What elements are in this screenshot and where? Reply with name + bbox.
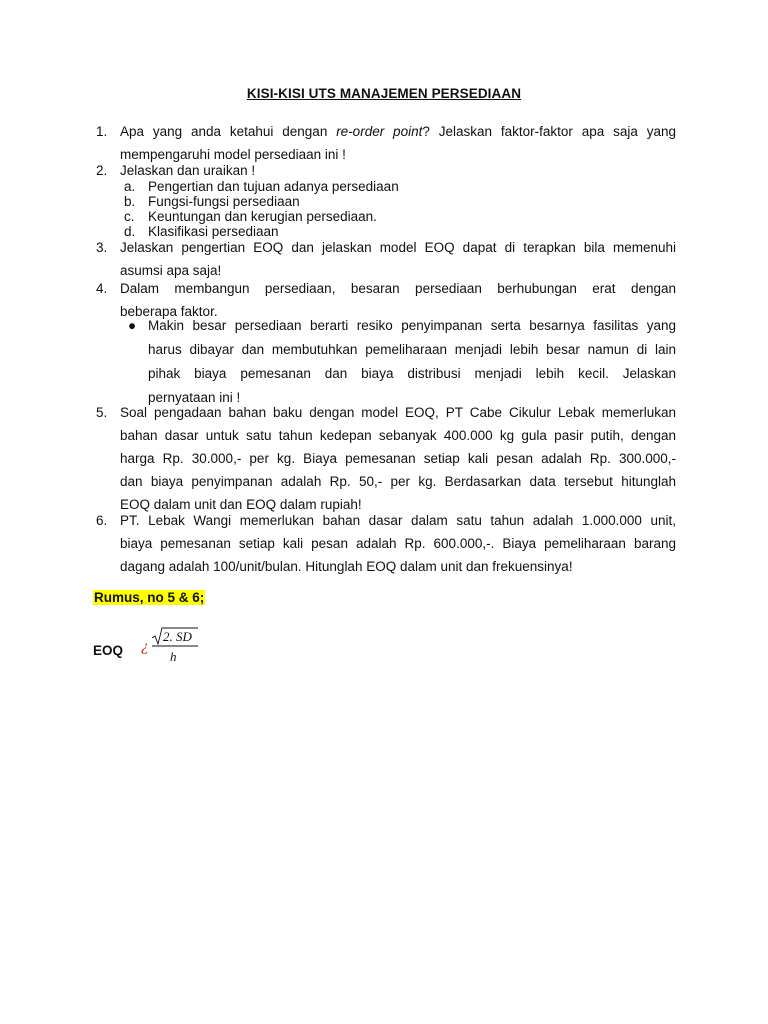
- text-line: Jelaskan pengertian EOQ dan jelaskan model EOQ dapat di terapkan bila memenuhi: [120, 240, 676, 255]
- text-line: Jelaskan dan uraikan !: [120, 163, 256, 178]
- text-line: dagang adalah 100/unit/bulan. Hitunglah EOQ dalam unit dan frekuensinya!: [120, 559, 573, 574]
- formula-label: EOQ: [93, 643, 124, 658]
- text-line: Soal pengadaan bahan baku dengan model EOQ, PT Cabe Cikulur Lebak memerlukan: [120, 405, 676, 420]
- question-number: 5.: [96, 405, 108, 420]
- question-text: [120, 120, 676, 166]
- formula-heading: Rumus, no 5 & 6;: [94, 590, 205, 605]
- text-line: EOQ dalam unit dan EOQ dalam rupiah!: [120, 497, 362, 512]
- formula-denominator: h: [170, 649, 177, 664]
- text-line: pihak biaya pemesanan dan biaya distribusi menjadi lebih kecil. Jelaskan: [148, 366, 676, 381]
- text-line: biaya pemesanan setiap kali pesan adalah Rp. 600.000,-. Biaya pemeliharaan barang: [120, 536, 676, 551]
- text-line: Apa yang anda ketahui dengan re-order point? Jelaskan faktor-faktor apa saja yang: [120, 124, 676, 139]
- eoq-formula: [140, 624, 210, 668]
- document-title: KISI-KISI UTS MANAJEMEN PERSEDIAAN: [246, 86, 522, 101]
- question-number: 3.: [96, 240, 108, 255]
- text-line: Makin besar persediaan berarti resiko penyimpanan serta besarnya fasilitas yang: [148, 318, 676, 333]
- question-text: [120, 236, 676, 282]
- text-line: Dalam membangun persediaan, besaran persediaan berhubungan erat dengan: [120, 281, 676, 296]
- text-line: harga Rp. 30.000,- per kg. Biaya pemesanan setiap kali pesan adalah Rp. 300.000,-: [120, 451, 676, 466]
- text-line: harus dibayar dan membutuhkan pemeliharaan menjadi lebih besar namun di lain: [148, 342, 676, 357]
- document-page: KISI-KISI UTS MANAJEMEN PERSEDIAAN 1. Apa yang anda ketahui dengan re-order point? Jelaskan faktor-faktor apa saja yang mempengaruhi model persediaan ini ! 2. Jelaskan dan uraikan ! a. Pengertian dan tujuan adanya persediaan b. Fungsi-fungsi persediaan c. Keuntungan dan kerugian persediaan. d. Klasifikasi persediaan 3. Jelaskan pengertian EOQ dan jelaskan model EOQ dapat di terapkan bila memenuhi asumsi apa saja! 4. Dalam membangun persediaan, besaran persediaan berhubungan erat dengan beberapa faktor. ● Makin besar persediaan berarti resiko penyimpanan serta besarnya fasilitas yang harus dibayar dan membutuhkan pemeliharaan menjadi lebih besar namun di lain pihak biaya pemesanan dan biaya distribusi menjadi lebih kecil. Jelaskan pernyataan ini ! 5. Soal pengadaan bahan baku dengan model EOQ, PT Cabe Cikulur Lebak memerlukan bahan dasar untuk satu tahun kedepan sebanyak 400.000 kg gula pasir putih, dengan harga Rp. 30.000,- per kg. Biaya pemesanan setiap kali pesan adalah Rp. 300.000,- dan biaya penyimpanan adalah Rp. 50,- per kg. Berdasarkan data tersebut hitunglah EOQ dalam unit dan EOQ dalam rupiah! 6. PT. Lebak Wangi memerlukan bahan dasar dalam satu tahun adalah 1.000.000 unit, biaya pemesanan setiap kali pesan adalah Rp. 600.000,-. Biaya pemeliharaan barang dagang adalah 100/unit/bulan. Hitunglah EOQ dalam unit dan frekuensinya! Rumus, no 5 & 6; EOQ ¿ 2. SD h: [0, 0, 768, 1024]
- formula-numerator: 2. SD: [163, 629, 192, 644]
- formula-prefix: ¿: [141, 639, 149, 655]
- text-line: mempengaruhi model persediaan ini !: [120, 147, 346, 162]
- text-line: dan biaya penyimpanan adalah Rp. 50,- per kg. Berdasarkan data tersebut hitunglah: [120, 474, 676, 489]
- bullet-statement: [148, 314, 676, 410]
- question-text: [120, 163, 676, 179]
- bullet-icon: ●: [128, 318, 137, 333]
- question-text: [120, 401, 676, 516]
- text-line: beberapa faktor.: [120, 304, 218, 319]
- text-line: PT. Lebak Wangi memerlukan bahan dasar dalam satu tahun adalah 1.000.000 unit,: [120, 513, 676, 528]
- question-number: 4.: [96, 281, 108, 296]
- text-line: pernyataan ini !: [148, 390, 241, 405]
- text-line: bahan dasar untuk satu tahun kedepan sebanyak 400.000 kg gula pasir putih, dengan: [120, 428, 676, 443]
- question-number: 2.: [96, 163, 108, 178]
- question-number: 1.: [96, 124, 108, 139]
- question-number: 6.: [96, 513, 108, 528]
- question-text: [120, 509, 676, 578]
- text-line: asumsi apa saja!: [120, 263, 222, 278]
- emphasis-term: re-order point: [336, 124, 423, 139]
